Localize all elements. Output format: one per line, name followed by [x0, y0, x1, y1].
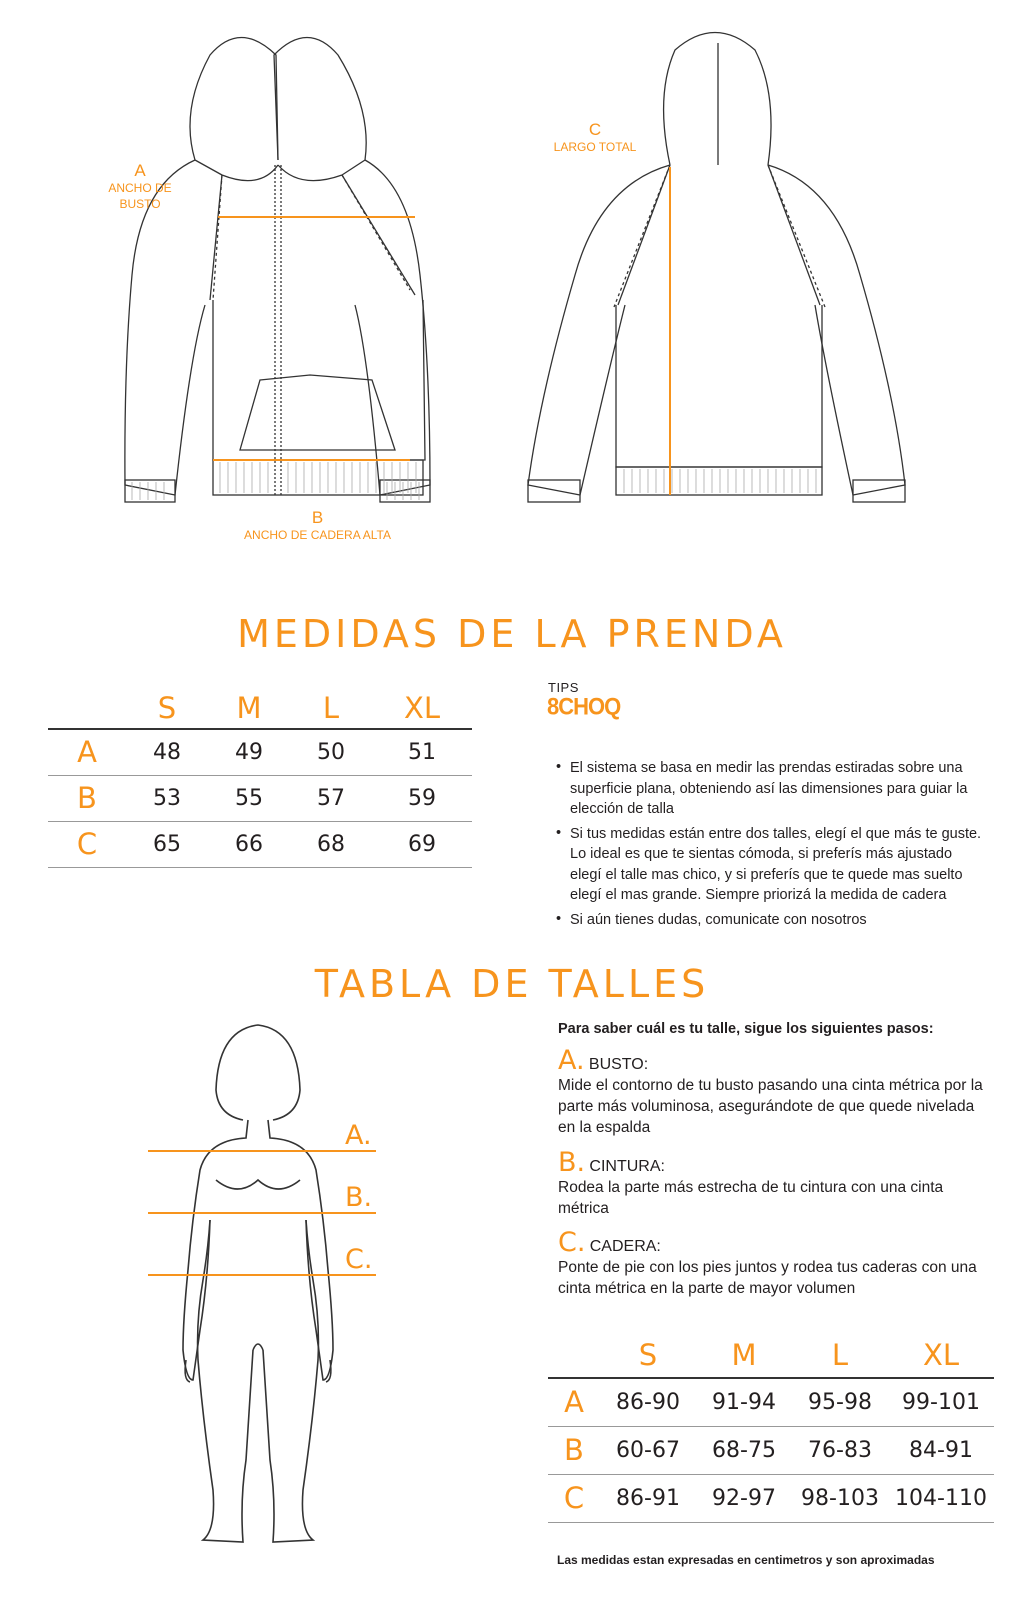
label-a-bust: [90, 162, 190, 212]
footnote: Las medidas estan expresadas en centimetros y son aproximadas: [557, 1553, 935, 1567]
row-label: C: [48, 821, 126, 867]
cell: 91-94: [696, 1378, 792, 1426]
row-label: A: [48, 729, 126, 775]
table-row: [48, 729, 472, 775]
label-a-letter: A: [134, 161, 146, 180]
tips-list: [556, 758, 986, 934]
step-b-letter: B.: [558, 1147, 586, 1178]
cell: 48: [126, 729, 208, 775]
step-b-text: Rodea la parte más estrecha de tu cintura con una cinta métrica: [558, 1179, 944, 1217]
table-row: [48, 775, 472, 821]
table-row: [548, 1426, 994, 1474]
hoodie-back-drawing: [520, 15, 920, 510]
brand-logo: 8CHOQ: [547, 692, 621, 721]
tip-item: • El sistema se basa en medir las prendas estiradas sobre una superficie plana, obteniendo así las dimensiones para guiar la elección de talla: [556, 758, 986, 820]
cell: 95-98: [792, 1378, 888, 1426]
cell: 66: [208, 821, 290, 867]
body-label-c: C.: [345, 1244, 373, 1275]
medidas-title: MEDIDAS DE LA PRENDA: [237, 612, 787, 656]
label-a-text1: ANCHO DE: [108, 181, 172, 195]
step-c-letter: C.: [558, 1227, 586, 1258]
size-header-m: M: [236, 691, 262, 725]
cell: 59: [372, 775, 472, 821]
cell: 50: [290, 729, 372, 775]
table-row: [548, 1474, 994, 1522]
table-row: [548, 1378, 994, 1426]
step-c: [558, 1227, 988, 1299]
cell: 57: [290, 775, 372, 821]
cell: 68-75: [696, 1426, 792, 1474]
size-header-s: S: [638, 1337, 658, 1372]
row-label: B: [548, 1426, 600, 1474]
tips-label: TIPS: [548, 680, 579, 695]
cell: 65: [126, 821, 208, 867]
label-b-letter: B: [311, 508, 324, 527]
hoodie-front-drawing: [110, 15, 440, 510]
cell: 53: [126, 775, 208, 821]
cell: 99-101: [888, 1378, 994, 1426]
cell: 86-90: [600, 1378, 696, 1426]
tip-item: • Si aún tienes dudas, comunicate con nosotros: [556, 910, 986, 931]
talles-title: TABLA DE TALLES: [314, 962, 710, 1006]
cell: 92-97: [696, 1474, 792, 1522]
row-label: A: [548, 1378, 600, 1426]
size-header-xl: XL: [922, 1337, 960, 1372]
table-row: [48, 821, 472, 867]
step-b-name: CINTURA:: [589, 1158, 665, 1175]
tip-item: • Si tus medidas están entre dos talles, elegí el que más te guste. Lo ideal es que te sientas cómoda, si preferís más ajustado elegí el talle mas chico, y si preferís que te quede mas suelto elegí el mas grande. Siempre priorizá la medida de cadera: [556, 824, 986, 906]
size-header-l: L: [831, 1337, 849, 1372]
row-label: C: [548, 1474, 600, 1522]
label-c-letter: C: [588, 120, 602, 139]
size-header-m: M: [731, 1337, 757, 1372]
label-c-length: [545, 121, 645, 155]
size-header-xl: XL: [403, 691, 441, 725]
cell: 98-103: [792, 1474, 888, 1522]
step-c-name: CADERA:: [589, 1238, 661, 1255]
cell: 69: [372, 821, 472, 867]
cell: 55: [208, 775, 290, 821]
body-label-a: A.: [345, 1120, 372, 1151]
step-a-letter: A.: [558, 1045, 585, 1076]
step-a-name: BUSTO:: [588, 1056, 649, 1073]
size-header-l: L: [322, 691, 340, 725]
step-c-text: Ponte de pie con los pies juntos y rodea tus caderas con una cinta métrica en la parte de mayor volumen: [558, 1259, 977, 1297]
step-b: [558, 1147, 988, 1219]
label-b-text: ANCHO DE CADERA ALTA: [244, 528, 391, 542]
cell: 49: [208, 729, 290, 775]
step-a-text: Mide el contorno de tu busto pasando una cinta métrica por la parte más voluminosa, asegurándote de que quede nivelada en la espalda: [558, 1077, 983, 1136]
steps-intro: Para saber cuál es tu talle, sigue los siguientes pasos:: [558, 1021, 934, 1037]
medidas-table: [48, 688, 472, 868]
cell: 104-110: [888, 1474, 994, 1522]
body-label-b: B.: [345, 1182, 373, 1213]
label-b-hip: [230, 509, 405, 543]
cell: 86-91: [600, 1474, 696, 1522]
cell: 51: [372, 729, 472, 775]
row-label: B: [48, 775, 126, 821]
talles-table: [548, 1332, 994, 1523]
size-header-s: S: [157, 691, 177, 725]
cell: 84-91: [888, 1426, 994, 1474]
cell: 68: [290, 821, 372, 867]
label-c-text: LARGO TOTAL: [553, 140, 637, 154]
cell: 60-67: [600, 1426, 696, 1474]
cell: 76-83: [792, 1426, 888, 1474]
body-figure-drawing: [148, 1020, 388, 1560]
step-a: [558, 1045, 988, 1138]
label-a-text2: BUSTO: [119, 197, 161, 211]
